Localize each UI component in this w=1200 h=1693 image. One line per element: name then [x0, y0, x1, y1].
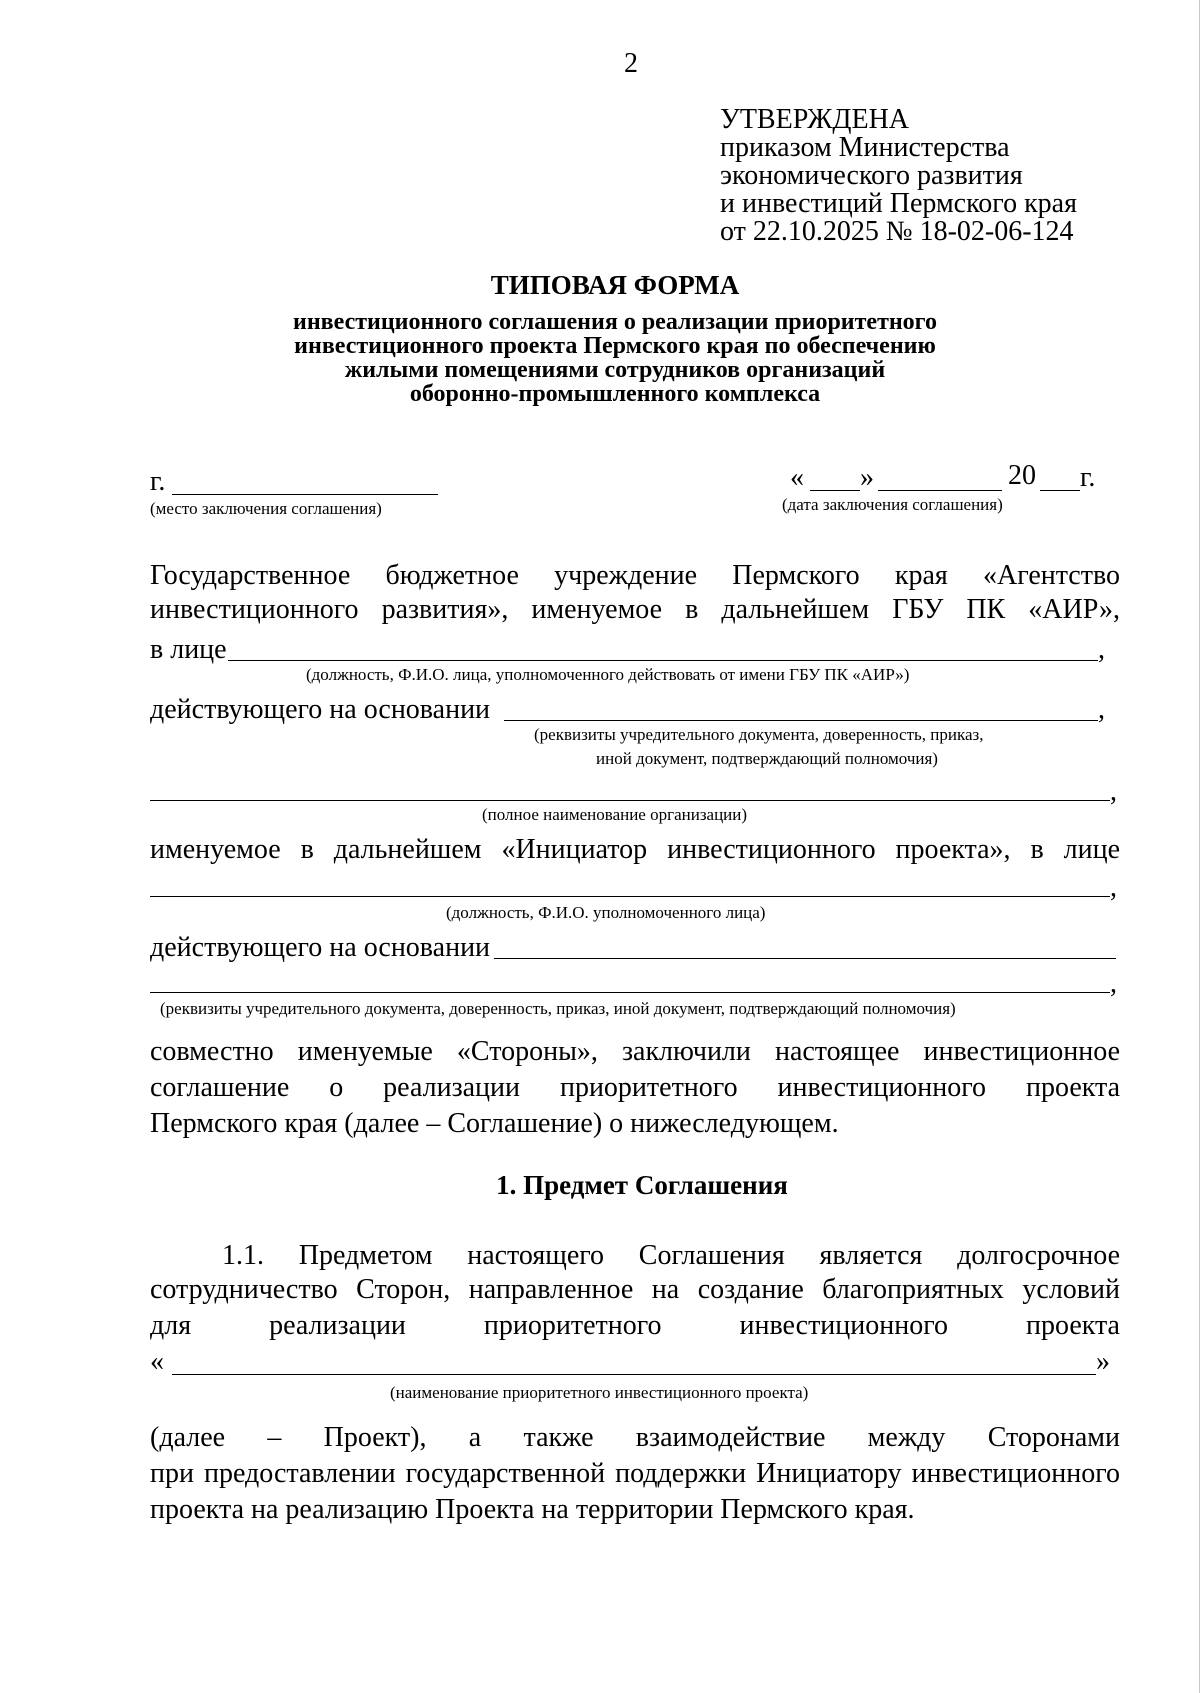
party2-acting-basis: действующего на основании: [150, 932, 491, 963]
approval-line: от 22.10.2025 № 18-02-06-124: [720, 216, 1074, 247]
page-number: 2: [624, 48, 638, 79]
party2-basis-line[interactable]: [494, 958, 1116, 959]
place-blank-line[interactable]: [172, 494, 438, 495]
subtitle-line: инвестиционного соглашения о реализации приоритетного: [293, 309, 937, 335]
section-heading: 1. Предмет Соглашения: [496, 1170, 788, 1200]
project-name-line[interactable]: [172, 1374, 1096, 1375]
party1-line: инвестиционного развития», именуемое в дальнейшем ГБУ ПК «АИР»,: [150, 594, 1120, 625]
section-paragraph-line: проекта на реализацию Проекта на территории Пермского края.: [150, 1494, 915, 1525]
approval-line: экономического развития: [720, 160, 1023, 191]
subtitle-line: жилыми помещениями сотрудников организаций: [344, 357, 886, 383]
party2-named-as: именуемое в дальнейшем «Инициатор инвестиционного проекта», в лице: [150, 834, 1120, 865]
party2-comma: ,: [1110, 872, 1117, 903]
section-paragraph-line: (далее – Проект), а также взаимодействие между Сторонами: [150, 1422, 1120, 1453]
date-suffix: г.: [1080, 462, 1096, 493]
project-name-caption: (наименование приоритетного инвестиционного проекта): [390, 1383, 809, 1402]
approval-title: УТВЕРЖДЕНА: [720, 104, 910, 135]
approval-line: приказом Министерства: [720, 132, 1010, 163]
section-paragraph-line: при предоставлении государственной поддержки Инициатору инвестиционного: [150, 1458, 1120, 1489]
section-paragraph-line: сотрудничество Сторон, направленное на создание благоприятных условий: [150, 1274, 1120, 1305]
party2-basis-line-2[interactable]: [150, 992, 1110, 993]
party1-comma: ,: [1098, 694, 1105, 725]
approval-block: [720, 106, 1077, 246]
project-close-quote: »: [1096, 1346, 1110, 1377]
place-caption: (место заключения соглашения): [150, 499, 382, 518]
party1-person-line[interactable]: [228, 660, 1098, 661]
document-subtitle: [0, 310, 1200, 406]
date-day-line[interactable]: [810, 490, 860, 491]
party1-basis-caption: (реквизиты учредительного документа, доверенность, приказ,: [534, 725, 984, 744]
place-prefix: г.: [150, 466, 166, 497]
joint-line: соглашение о реализации приоритетного инвестиционного проекта: [150, 1072, 1120, 1103]
party1-basis-caption: иной документ, подтверждающий полномочия): [596, 749, 938, 768]
party2-person-line[interactable]: [150, 896, 1110, 897]
party2-basis-caption: (реквизиты учредительного документа, доверенность, приказ, иной документ, подтверждающий полномочия): [160, 999, 956, 1018]
party2-org-line[interactable]: [150, 800, 1110, 801]
subtitle-line: оборонно-промышленного комплекса: [409, 381, 821, 407]
party2-org-caption: (полное наименование организации): [482, 805, 748, 824]
project-open-quote: «: [150, 1346, 164, 1377]
section-paragraph-line: 1.1. Предметом настоящего Соглашения является долгосрочное: [222, 1240, 1120, 1271]
party2-comma: ,: [1110, 776, 1117, 807]
subtitle-line: инвестиционного проекта Пермского края по обеспечению: [294, 333, 936, 359]
date-close-quote: »: [860, 462, 874, 493]
date-open-quote: «: [790, 462, 804, 493]
date-caption: (дата заключения соглашения): [782, 495, 1003, 514]
date-year-prefix: 20: [1008, 460, 1036, 491]
joint-line: Пермского края (далее – Соглашение) о нижеследующем.: [150, 1108, 839, 1139]
party1-in-person: в лице: [150, 634, 227, 665]
joint-line: совместно именуемые «Стороны», заключили настоящее инвестиционное: [150, 1036, 1120, 1067]
document-title: ТИПОВАЯ ФОРМА: [490, 270, 740, 300]
party2-comma: ,: [1110, 968, 1117, 999]
party1-comma: ,: [1098, 634, 1105, 665]
party2-person-caption: (должность, Ф.И.О. уполномоченного лица): [446, 903, 766, 922]
party1-acting-basis: действующего на основании: [150, 694, 491, 725]
date-month-line[interactable]: [878, 490, 1002, 491]
party1-basis-line[interactable]: [504, 720, 1098, 721]
party1-person-caption: (должность, Ф.И.О. лица, уполномоченного действовать от имени ГБУ ПК «АИР»): [306, 665, 910, 684]
section-paragraph-line: для реализации приоритетного инвестиционного проекта: [150, 1310, 1120, 1341]
party1-line: Государственное бюджетное учреждение Пермского края «Агентство: [150, 560, 1120, 591]
approval-line: и инвестиций Пермского края: [720, 188, 1077, 219]
date-year-line[interactable]: [1040, 490, 1080, 491]
